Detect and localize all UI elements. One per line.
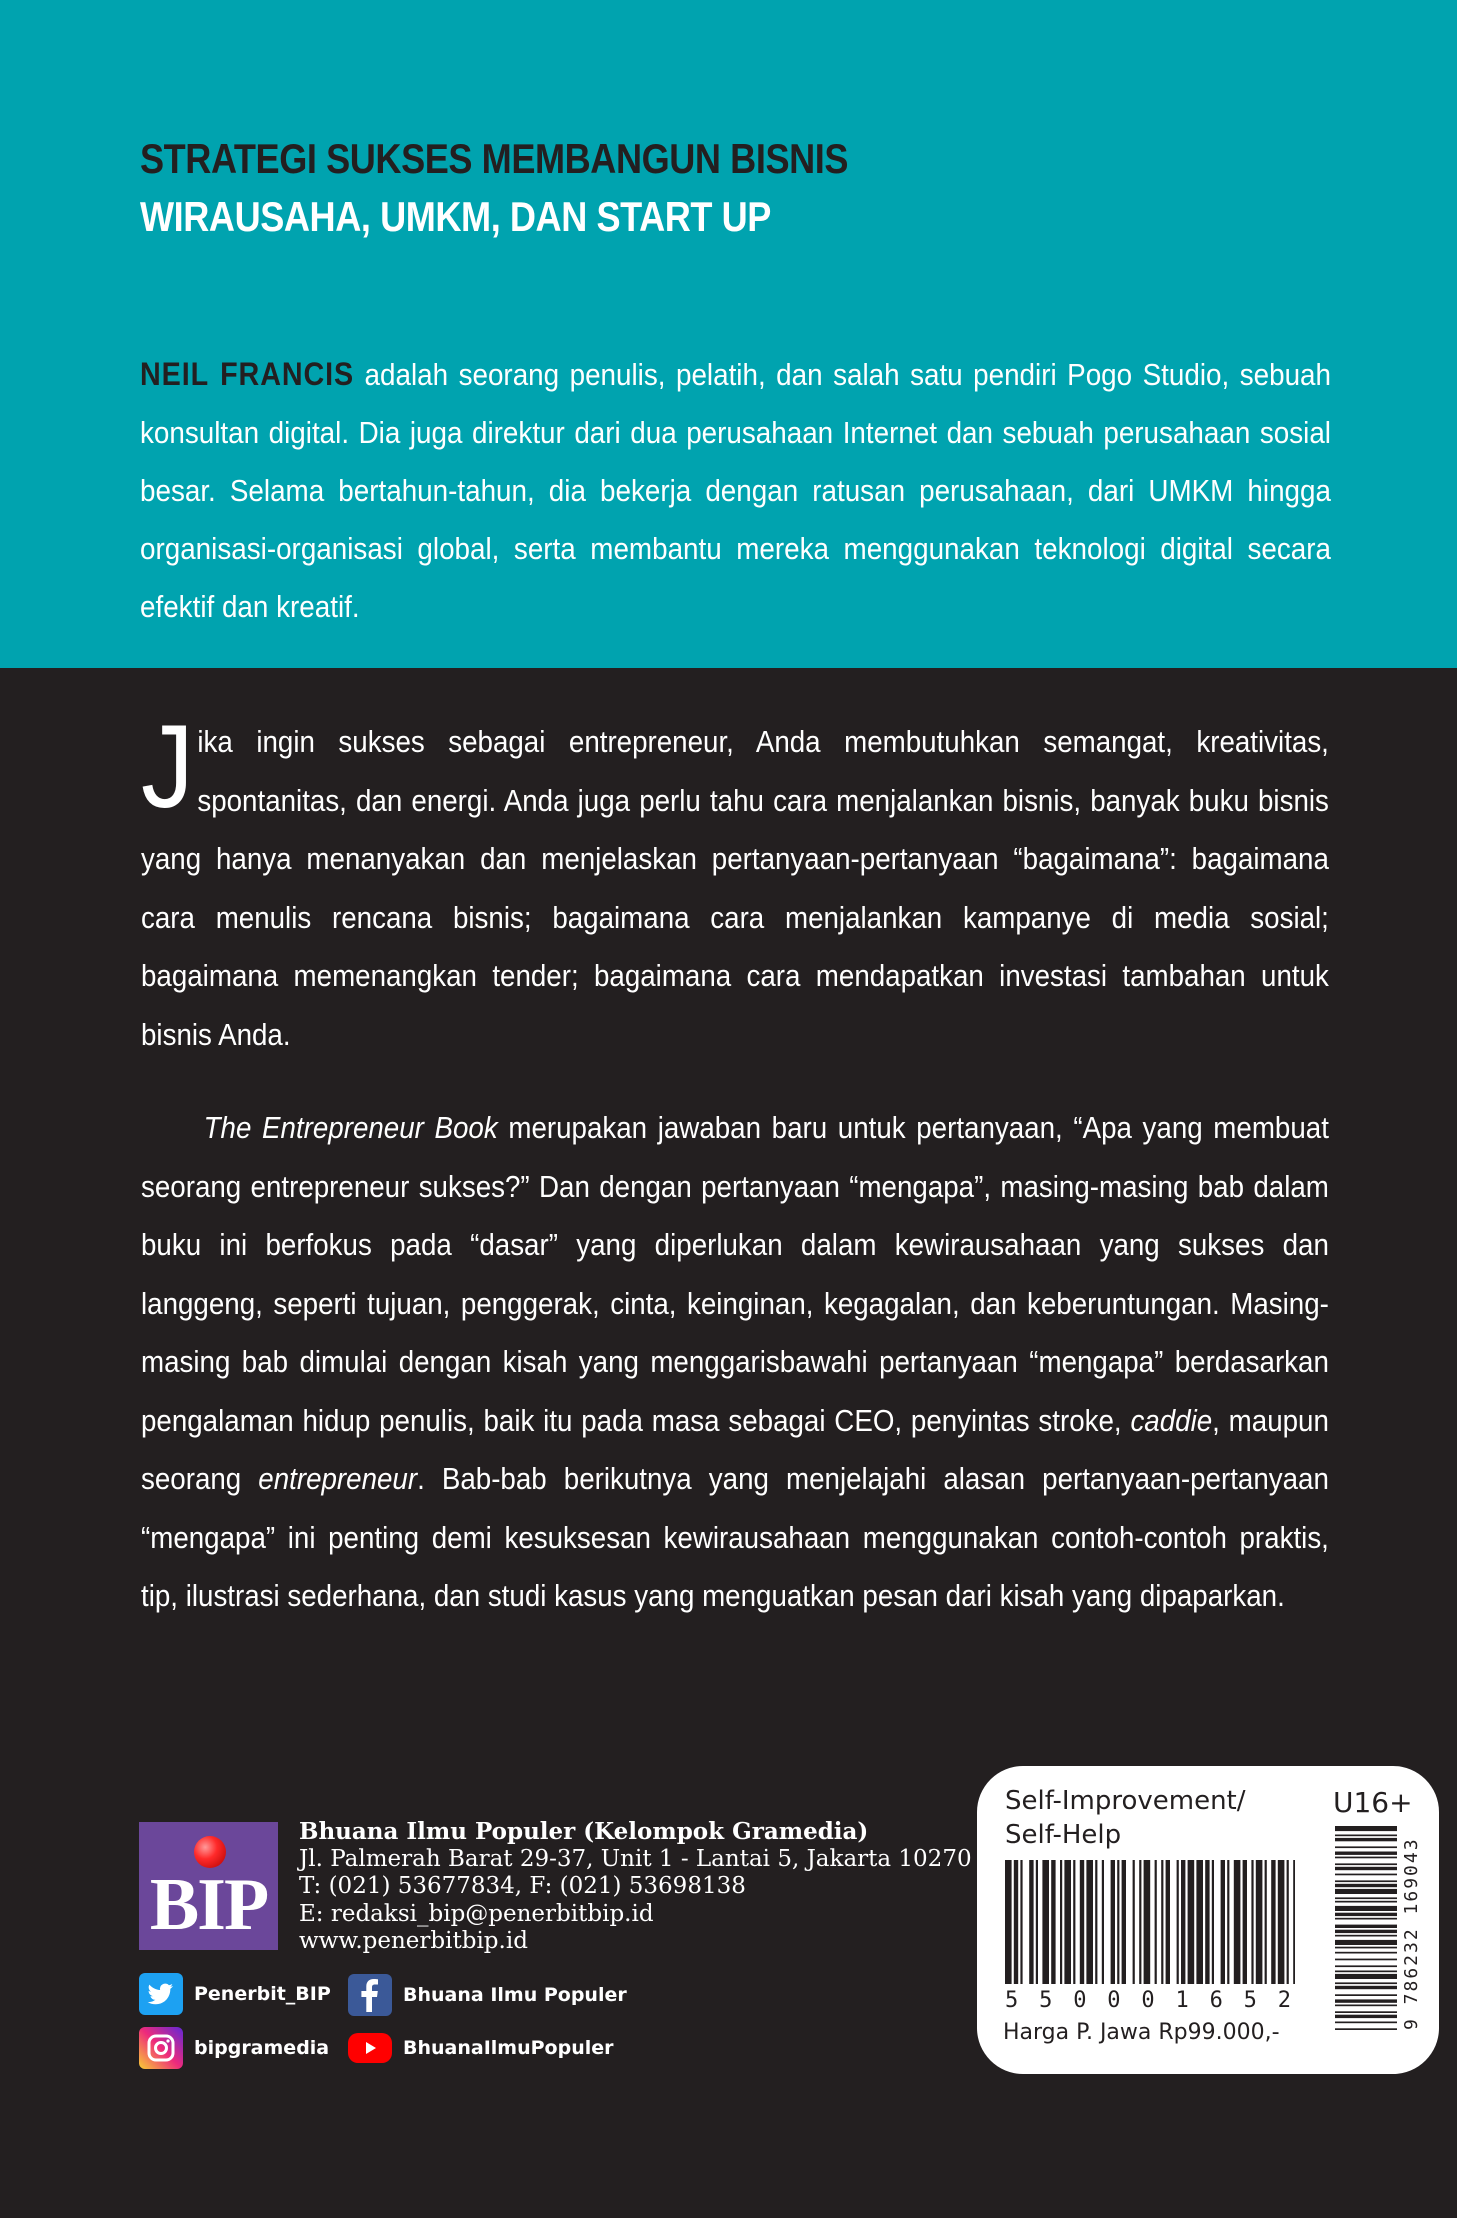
barcode-digit: 1 (1175, 1988, 1189, 2013)
barcode-bar (1080, 1860, 1084, 1984)
isbn-barcode-bar (1335, 1857, 1397, 1859)
social-facebook (348, 1974, 627, 2016)
price-label: Harga P. Jawa Rp99.000,- (1003, 2020, 1280, 2045)
isbn-barcode-bar (1335, 1838, 1397, 1841)
blurb (141, 701, 1329, 1626)
barcode-bar (1271, 1860, 1275, 1984)
drop-cap: J (141, 701, 194, 833)
twitter-icon (139, 1973, 183, 2015)
isbn-barcode-bar (1335, 1974, 1397, 1979)
isbn-barcode-bar (1335, 1935, 1397, 1937)
isbn-barcode-bar (1335, 1906, 1397, 1911)
barcode-digit: 0 (1141, 1988, 1155, 2013)
facebook-label: Bhuana Ilmu Populer (403, 1984, 627, 2006)
isbn-barcode-bar (1335, 2005, 1397, 2007)
isbn-barcode-bar (1335, 1918, 1397, 1920)
barcode-bar (1166, 1860, 1170, 1984)
isbn-barcode-bar (1335, 1913, 1397, 1916)
barcode-bar (1278, 1860, 1285, 1984)
isbn-barcode-bar (1335, 1959, 1397, 1961)
barcode-bar (1181, 1860, 1185, 1984)
blurb-paragraph-2 (141, 1099, 1329, 1626)
barcode-bar (1060, 1860, 1062, 1984)
barcode-bar (1005, 1860, 1012, 1984)
headline-line-2: WIRAUSAHA, UMKM, DAN START UP (140, 193, 771, 240)
barcode-digits (1005, 1988, 1291, 2013)
barcode-bar (1144, 1860, 1151, 1984)
barcode-bar (1014, 1860, 1018, 1984)
barcode-bar (1117, 1860, 1119, 1984)
publisher-phone: T: (021) 53677834, F: (021) 53698138 (299, 1873, 746, 1899)
barcode-digit: 0 (1107, 1988, 1121, 2013)
isbn-barcode-bar (1335, 1835, 1397, 1837)
top-teal-band (0, 0, 1457, 668)
isbn-barcode-icon (1335, 1826, 1397, 2030)
barcode-bar (1227, 1860, 1229, 1984)
publisher-website: www.penerbitbip.id (299, 1928, 528, 1954)
barcode-bar (1073, 1860, 1075, 1984)
logo-text: BIP (149, 1864, 268, 1946)
social-instagram (139, 2027, 329, 2069)
instagram-icon (139, 2027, 183, 2069)
barcode-bar (1234, 1860, 1241, 1984)
isbn-barcode-bar (1335, 1947, 1397, 1949)
isbn-barcode-bar (1335, 1874, 1397, 1876)
isbn-barcode-bar (1335, 2011, 1397, 2013)
isbn-barcode-bar (1335, 1889, 1397, 1894)
book-title: The Entrepreneur Book (203, 1110, 498, 1145)
isbn-barcode-bar (1335, 1867, 1397, 1870)
isbn-barcode-bar (1335, 1986, 1397, 1989)
barcode-bar (1020, 1860, 1022, 1984)
blurb-paragraph-1-text: ika ingin sukses sebagai entrepreneur, Anda membutuhkan semangat, kreativitas, spontanitas, dan energi. Anda juga perlu tahu cara menjalankan bisnis, banyak buku bisnis yang hanya menanyakan dan menjelaskan pertanyaan-pertanyaan “bagaimana”: bagaimana cara menulis rencana bisnis; bagaimana cara menjalankan kampanye di media sosial; bagaimana memenangkan tender; bagaimana cara mendapatkan investasi tambahan untuk bisnis Anda. (141, 724, 1329, 1052)
isbn-barcode-bar (1335, 1994, 1397, 1996)
barcode-bar (1102, 1860, 1104, 1984)
barcode-bar (1265, 1860, 1267, 1984)
blurb-paragraph-1 (141, 701, 1329, 1064)
barcode-bar (1177, 1860, 1179, 1984)
isbn-barcode-bar (1335, 1982, 1397, 1984)
facebook-icon (348, 1974, 392, 2016)
twitter-label: Penerbit_BIP (194, 1983, 331, 2005)
headline-line-1: STRATEGI SUKSES MEMBANGUN BISNIS (140, 135, 849, 182)
isbn-barcode-bar (1335, 1930, 1397, 1933)
barcode-bar (1243, 1860, 1247, 1984)
age-rating: U16+ (1333, 1786, 1413, 1819)
barcode-bar (1188, 1860, 1195, 1984)
barcode-bar (1256, 1860, 1263, 1984)
isbn-barcode-bar (1335, 1880, 1397, 1882)
publisher-info (299, 1818, 979, 1956)
author-bio-text: adalah seorang penulis, pelatih, dan salah satu pendiri Pogo Studio, sebuah konsultan digital. Dia juga direktur dari dua perusahaan Internet dan sebuah perusahaan sosial besar. Selama bertahun-tahun, dia bekerja dengan ratusan perusahaan, dari UMKM hingga organisasi-organisasi global, serta membantu mereka menggunakan teknologi digital secara efektif dan kreatif. (140, 357, 1331, 624)
caddie-word: caddie (1130, 1402, 1213, 1438)
barcode-bar (1122, 1860, 1126, 1984)
isbn-barcode-bar (1335, 2028, 1397, 2030)
isbn-barcode-bar (1335, 2022, 1397, 2024)
isbn-barcode-bar (1335, 1952, 1397, 1954)
entrepreneur-word: entrepreneur (258, 1461, 418, 1496)
isbn-barcode-bar (1335, 1925, 1397, 1928)
barcode-bar (1064, 1860, 1071, 1984)
barcode-bar (1095, 1860, 1097, 1984)
barcode-bar (1212, 1860, 1214, 1984)
isbn-barcode-bar (1335, 1852, 1397, 1855)
barcode-digit: 5 (1039, 1988, 1053, 2013)
isbn-barcode-bar (1335, 1999, 1397, 2002)
barcode-bar (1196, 1860, 1203, 1984)
isbn-barcode-bar (1335, 2015, 1397, 2018)
barcode-digit: 6 (1209, 1988, 1223, 2013)
blurb-paragraph-2-text-c: . Bab-bab berikutnya yang menjelajahi alasan pertanyaan-pertanyaan “mengapa” ini penting demi kesuksesan kewirausahaan menggunakan contoh-contoh praktis, tip, ilustrasi sederhana, dan studi kasus yang menguatkan pesan dari kisah yang dipaparkan. (141, 1461, 1329, 1613)
barcode-bar (1161, 1860, 1163, 1984)
author-name: NEIL FRANCIS (140, 356, 355, 392)
barcode-digit: 2 (1277, 1988, 1291, 2013)
barcode-bar (1221, 1860, 1225, 1984)
barcode-digit: 5 (1005, 1988, 1019, 2013)
isbn-barcode-bar (1335, 1826, 1397, 1831)
author-bio (140, 345, 1331, 636)
barcode-bar (1111, 1860, 1115, 1984)
isbn-barcode-bar (1335, 1846, 1397, 1848)
barcode-bar (1287, 1860, 1289, 1984)
barcode-bar (1086, 1860, 1093, 1984)
publisher-email: E: redaksi_bip@penerbitbip.id (299, 1900, 654, 1927)
barcode-bar (1251, 1860, 1253, 1984)
isbn-barcode-bar (1335, 1971, 1397, 1973)
isbn-barcode-bar (1335, 1901, 1397, 1903)
barcode-digit: 0 (1073, 1988, 1087, 2013)
barcode-bar (1155, 1860, 1157, 1984)
instagram-label: bipgramedia (194, 2037, 330, 2059)
headline (140, 130, 1155, 246)
isbn-barcode-bar (1335, 1863, 1397, 1865)
barcode-bar (1205, 1860, 1209, 1984)
barcode-bar (1036, 1860, 1038, 1984)
isbn-barcode-bar (1335, 1884, 1397, 1887)
youtube-label: BhuanaIlmuPopuler (403, 2037, 614, 2059)
category-line-2: Self-Help (1005, 1820, 1122, 1850)
barcode-bar (1042, 1860, 1049, 1984)
blurb-paragraph-2-text-a: merupakan jawaban baru untuk pertanyaan, “Apa yang membuat seorang entrepreneur sukses?” Dan dengan pertanyaan “mengapa”, masing-masing bab dalam buku ini berfokus pada “dasar” yang diperlukan dalam kewirausahaan yang sukses dan langgeng, seperti tujuan, penggerak, cinta, keinginan, kegagalan, dan keberuntungan. Masing-masing bab dimulai dengan kisah yang menggarisbawahi pertanyaan “mengapa” berdasarkan pengalaman hidup penulis, baik itu pada masa sebagai CEO, penyintas stroke, (141, 1110, 1329, 1438)
barcode-icon (1005, 1860, 1295, 1988)
publisher-logo (139, 1822, 278, 1950)
barcode-digit: 5 (1243, 1988, 1257, 2013)
barcode-bar (1293, 1860, 1295, 1984)
publisher-name: Bhuana Ilmu Populer (Kelompok Gramedia) (299, 1818, 869, 1845)
isbn-barcode-bar (1335, 1940, 1397, 1945)
blurb-paragraph-2-text-b: , maupun seorang (141, 1402, 1329, 1496)
isbn-barcode-bar (1335, 1965, 1397, 1967)
barcode-bar (1139, 1860, 1141, 1984)
social-twitter (139, 1973, 331, 2015)
isbn-barcode-bar (1335, 1897, 1397, 1899)
barcode-box (977, 1766, 1439, 2074)
barcode-bar (1133, 1860, 1135, 1984)
publisher-address: Jl. Palmerah Barat 29-37, Unit 1 - Lantai 5, Jakarta 10270 (299, 1845, 972, 1872)
barcode-bar (1051, 1860, 1055, 1984)
barcode-bar (1029, 1860, 1033, 1984)
isbn-digits: 9 786232 169043 (1401, 1837, 1422, 2030)
category-line-1: Self-Improvement/ (1005, 1786, 1246, 1816)
social-youtube (348, 2033, 613, 2063)
category-label (1005, 1784, 1305, 1852)
youtube-icon (348, 2033, 392, 2063)
